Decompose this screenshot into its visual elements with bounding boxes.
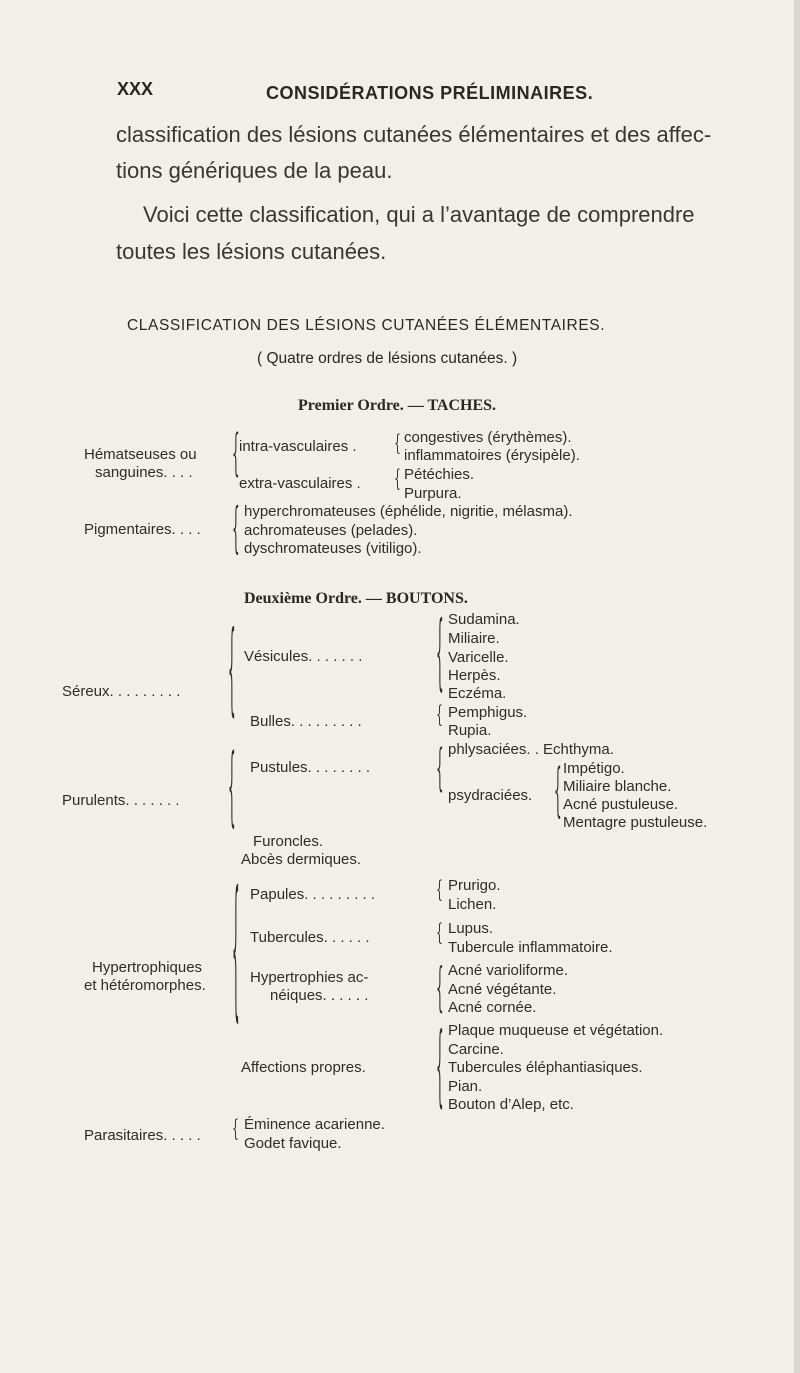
brace-intra: { xyxy=(394,430,401,457)
order2-heading: Deuxième Ordre. — BOUTONS. xyxy=(244,590,468,607)
intro-line-4: toutes les lésions cutanées. xyxy=(116,239,387,264)
hypertrophies-acneiques-2: néiques. . . . . . xyxy=(270,987,369,1004)
acne-cornee: Acné cornée. xyxy=(448,999,537,1016)
pian: Pian. xyxy=(448,1078,483,1095)
hypertrophiques-label-1: Hypertrophiques xyxy=(92,959,203,976)
bulles-label: Bulles. . . . . . . . . xyxy=(250,713,362,730)
brace-psydraciees: { xyxy=(554,754,562,824)
vesicules-label: Vésicules. . . . . . . xyxy=(244,648,363,665)
varicelle: Varicelle. xyxy=(448,649,509,666)
brace-extra: { xyxy=(394,465,401,493)
plaque-muqueuse: Plaque muqueuse et végétation. xyxy=(448,1022,664,1039)
acne-vegetante: Acné végétante. xyxy=(448,981,557,998)
pustules-label: Pustules. . . . . . . . xyxy=(250,759,371,776)
classification-title: CLASSIFICATION DES LÉSIONS CUTANÉES ÉLÉMENTAIRES. xyxy=(127,317,606,334)
miliaire: Miliaire. xyxy=(448,630,500,647)
acne-varioliforme: Acné varioliforme. xyxy=(448,962,569,979)
brace-parasitaires: { xyxy=(232,1115,239,1143)
bouton-alep: Bouton d’Alep, etc. xyxy=(448,1096,574,1113)
intro-line-2: tions génériques de la peau. xyxy=(116,158,393,183)
brace-tubercules: { xyxy=(436,919,443,947)
impetigo: Impétigo. xyxy=(563,760,625,777)
order1-heading: Premier Ordre. — TACHES. xyxy=(298,397,497,414)
extra-vasculaires: extra-vasculaires . xyxy=(239,475,361,492)
petechies: Pétéchies. xyxy=(404,466,475,483)
classification-subtitle: ( Quatre ordres de lésions cutanées. ) xyxy=(257,350,518,367)
brace-hypertrophies-acneiques: { xyxy=(436,955,444,1019)
prurigo: Prurigo. xyxy=(448,877,501,894)
brace-sereux: { xyxy=(228,607,236,727)
lupus: Lupus. xyxy=(448,920,494,937)
running-header: CONSIDÉRATIONS PRÉLIMINAIRES. xyxy=(266,83,594,103)
intro-line-3: Voici cette classification, qui a l’avantage de comprendre xyxy=(143,202,695,227)
hematiques-label-1: Hématseuses ou xyxy=(84,446,197,463)
hypertrophiques-label-2: et hétéromorphes. xyxy=(84,977,206,994)
tubercules-label: Tubercules. . . . . . xyxy=(250,929,370,946)
brace-pigmentaires: { xyxy=(232,494,240,560)
achromateuses: achromateuses (pelades). xyxy=(244,522,418,539)
hematiques-label-2: sanguines. . . . xyxy=(95,464,193,481)
pemphigus: Pemphigus. xyxy=(448,704,528,721)
acne-pustuleuse: Acné pustuleuse. xyxy=(563,796,679,813)
eczema: Eczéma. xyxy=(448,685,507,702)
brace-papules: { xyxy=(436,876,443,904)
rupia: Rupia. xyxy=(448,722,492,739)
phlysaciees: phlysaciées. . Echthyma. xyxy=(448,741,614,758)
brace-hypertrophiques: { xyxy=(232,854,240,1038)
sudamina: Sudamina. xyxy=(448,611,520,628)
abces-dermiques: Abcès dermiques. xyxy=(241,851,362,868)
brace-vesicules: { xyxy=(436,601,444,701)
pigmentaires-label: Pigmentaires. . . . xyxy=(84,521,201,538)
herpes: Herpès. xyxy=(448,667,501,684)
brace-purulents: { xyxy=(228,733,236,837)
parasitaires-label: Parasitaires. . . . . xyxy=(84,1127,201,1144)
page-edge-shadow xyxy=(794,0,800,1373)
furoncles: Furoncles. xyxy=(253,833,324,850)
hyperchromateuses: hyperchromateuses (éphélide, nigritie, mélasma). xyxy=(244,503,573,520)
affections-propres-label: Affections propres. xyxy=(241,1059,366,1076)
sereux-label: Séreux. . . . . . . . . xyxy=(62,683,181,700)
carcine: Carcine. xyxy=(448,1041,504,1058)
psydraciees: psydraciées. xyxy=(448,787,533,804)
brace-hematiques: { xyxy=(232,422,240,482)
brace-affections: { xyxy=(436,1011,444,1117)
intra-vasculaires: intra-vasculaires . xyxy=(239,438,357,455)
tubercules-elephantiasiques: Tubercules éléphantiasiques. xyxy=(448,1059,643,1076)
papules-label: Papules. . . . . . . . . xyxy=(250,886,376,903)
brace-pustules: { xyxy=(436,737,444,797)
brace-bulles: { xyxy=(436,701,443,729)
page-number: XXX xyxy=(117,79,154,99)
purpura: Purpura. xyxy=(404,485,462,502)
hypertrophies-acneiques-1: Hypertrophies ac- xyxy=(250,969,369,986)
eminence-acarienne: Éminence acarienne. xyxy=(244,1116,385,1133)
congestives: congestives (érythèmes). xyxy=(404,429,572,446)
mentagre-pustuleuse: Mentagre pustuleuse. xyxy=(563,814,708,831)
inflammatoires: inflammatoires (érysipèle). xyxy=(404,447,580,464)
purulents-label: Purulents. . . . . . . xyxy=(62,792,180,809)
godet-favique: Godet favique. xyxy=(244,1135,342,1152)
intro-line-1: classification des lésions cutanées élémentaires et des affec- xyxy=(116,122,712,147)
dyschromateuses: dyschromateuses (vitiligo). xyxy=(244,540,422,557)
miliaire-blanche: Miliaire blanche. xyxy=(563,778,672,795)
tubercule-inflammatoire: Tubercule inflammatoire. xyxy=(448,939,613,956)
lichen: Lichen. xyxy=(448,896,497,913)
